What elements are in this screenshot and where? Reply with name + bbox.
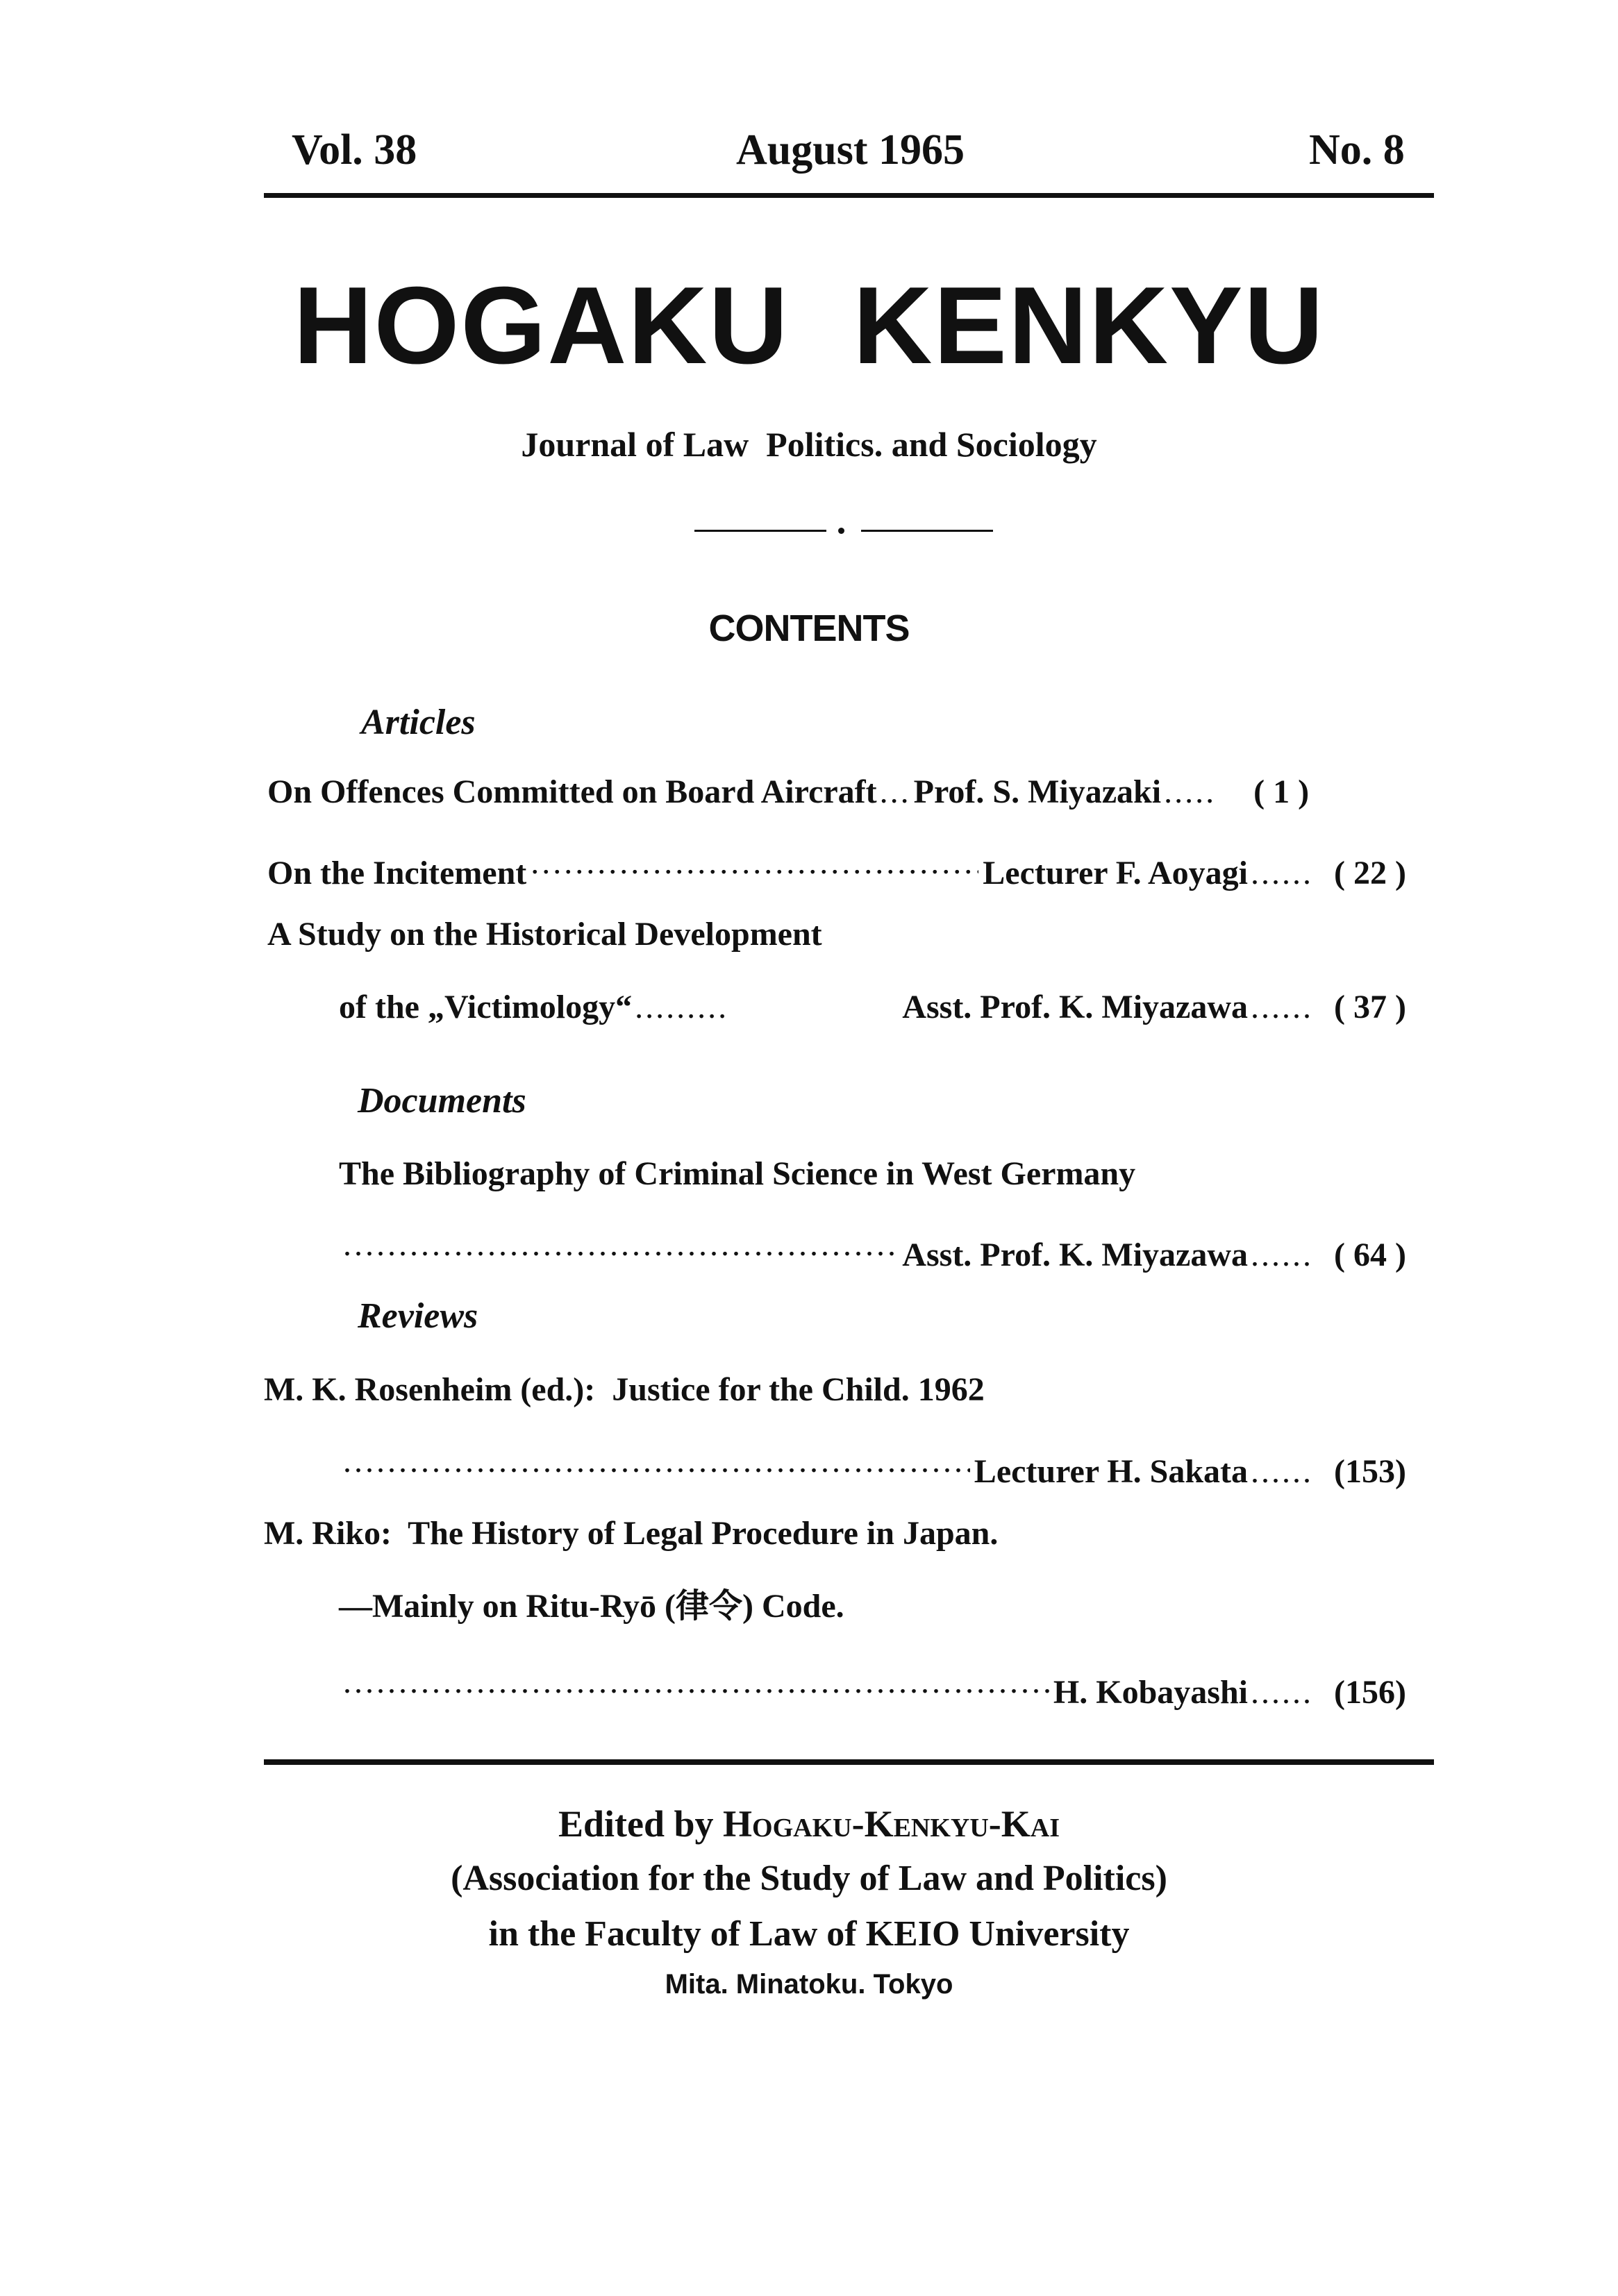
entry-title: On Offences Committed on Board Aircraft xyxy=(267,773,877,810)
entry-leader xyxy=(343,1229,898,1266)
entry-leader: ... xyxy=(879,773,911,810)
entry-author: Lecturer F. Aoyagi xyxy=(983,854,1248,891)
contents-heading: CONTENTS xyxy=(708,607,910,649)
issue-date: August 1965 xyxy=(736,126,965,174)
entry-leader: ......... xyxy=(635,989,729,1025)
contents-bottom-rule xyxy=(264,1759,1434,1765)
ornament-divider xyxy=(694,528,993,535)
toc-entry-review-1 xyxy=(339,1446,1406,1489)
entry-page: (153) xyxy=(1334,1452,1406,1490)
issue-number: No. 8 xyxy=(1309,126,1405,174)
toc-entry-review-2-line1: M. Riko: The History of Legal Procedure in Japan. xyxy=(264,1515,999,1552)
entry-author: Prof. S. Miyazaki xyxy=(913,773,1162,810)
entry-leader xyxy=(343,1446,970,1482)
entry-page: ( 64 ) xyxy=(1334,1236,1406,1273)
header-rule xyxy=(264,193,1434,198)
entry-page: ( 22 ) xyxy=(1334,854,1406,891)
section-reviews: Reviews xyxy=(358,1296,478,1336)
journal-subtitle: Journal of Law Politics. and Sociology xyxy=(521,425,1097,464)
entry-page: ( 1 ) xyxy=(1253,773,1310,810)
entry-page: (156) xyxy=(1334,1673,1406,1711)
entry-page: ( 37 ) xyxy=(1334,989,1406,1025)
faculty-line: in the Faculty of Law of KEIO University xyxy=(488,1914,1130,1954)
toc-entry-article-3 xyxy=(339,991,1406,1024)
toc-entry-document-1-title: The Bibliography of Criminal Science in West Germany xyxy=(339,1155,1136,1192)
editor-line xyxy=(0,1805,1618,1843)
entry-title: of the „Victimology“ xyxy=(339,989,633,1025)
toc-entry-document-1 xyxy=(339,1229,1406,1272)
toc-entry-review-1-title: M. K. Rosenheim (ed.): Justice for the Child. 1962 xyxy=(264,1371,985,1408)
association-line: (Association for the Study of Law and Politics) xyxy=(451,1859,1167,1898)
toc-entry-article-1 xyxy=(267,773,1406,810)
address-line: Mita. Minatoku. Tokyo xyxy=(665,1969,953,2000)
journal-title: HOGAKU KENKYU xyxy=(293,265,1325,387)
entry-leader: ...... xyxy=(1251,854,1313,891)
ornament-dot xyxy=(838,528,844,534)
entry-author: Lecturer H. Sakata xyxy=(974,1452,1248,1490)
entry-author: Asst. Prof. K. Miyazawa xyxy=(902,989,1248,1025)
entry-leader xyxy=(531,847,978,884)
volume-label: Vol. 38 xyxy=(292,126,417,174)
toc-entry-article-3-line1: A Study on the Historical Development xyxy=(267,916,822,953)
entry-leader: ..... xyxy=(1164,773,1217,810)
section-documents: Documents xyxy=(358,1081,526,1121)
ornament-line-left xyxy=(694,530,826,532)
entry-author: Asst. Prof. K. Miyazawa xyxy=(902,1236,1248,1273)
entry-leader: ...... xyxy=(1251,1236,1313,1273)
entry-title: On the Incitement xyxy=(267,854,527,891)
entry-leader: ...... xyxy=(1251,989,1313,1025)
entry-leader xyxy=(343,1666,1049,1703)
entry-leader: ...... xyxy=(1251,1452,1313,1490)
section-articles: Articles xyxy=(361,703,476,742)
edited-by-label: Edited by xyxy=(558,1803,724,1845)
toc-entry-review-2-line2: —Mainly on Ritu-Ryō (律令) Code. xyxy=(339,1588,844,1625)
ornament-line-right xyxy=(861,530,993,532)
toc-entry-article-2 xyxy=(267,847,1406,890)
entry-leader: ...... xyxy=(1251,1673,1313,1711)
toc-entry-review-2 xyxy=(339,1666,1406,1709)
entry-author: H. Kobayashi xyxy=(1053,1673,1248,1711)
editor-name: Hogaku-Kenkyu-Kai xyxy=(723,1803,1060,1845)
